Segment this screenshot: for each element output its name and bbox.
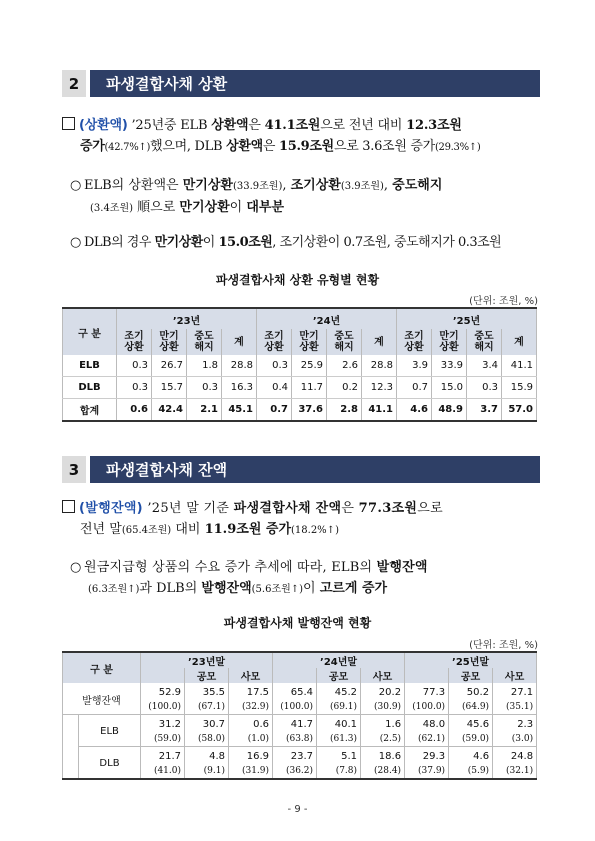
percent-cell: (59.0) [449,732,493,747]
subheader-line: 만기 [299,331,319,342]
paragraph-balance-summary: (발행잔액) ’25년 말 기준 파생결합사채 잔액은 77.3조원으로 전년 말(65.4조원) 대비 11.9조원 증가(18.2%↑) [62,498,540,541]
row-label: ELB [79,715,141,747]
subheader-line: 중도 [194,331,214,342]
percent-cell: (100.0) [405,700,449,715]
percent-cell: (69.1) [317,700,361,715]
column-subheader [117,329,152,355]
subheader-line: 해지 [194,342,214,353]
value-cell: 77.3 [405,683,449,700]
value-cell: 15.7 [152,377,187,399]
percent-cell: (59.0) [141,732,185,747]
value-cell: 45.6 [449,715,493,733]
table-row [63,377,537,399]
column-subheader: 사모 [361,668,405,683]
year-header: ’25년말 [405,652,537,668]
value-cell: 0.7 [257,399,292,422]
paragraph-elb-redemption: ○ ELB의 상환액은 만기상환(33.9조원), 조기상환(3.9조원), 중도해지 (3.4조원) 順으로 만기상환이 대부분 [70,175,540,219]
column-subheader-blank [273,668,317,683]
percent-cell: (2.5) [361,732,405,747]
subheader-line: 계 [374,336,384,348]
year-header: ’24년 [257,308,397,329]
value-cell: 27.1 [493,683,537,700]
column-subheader [432,329,467,355]
subheader-line: 상환 [299,342,319,353]
total-row [63,399,537,422]
section-number: 3 [62,456,90,483]
percent-cell: (35.1) [493,700,537,715]
subheader-line: 계 [234,336,244,348]
row-indent [63,715,79,747]
value-cell: 50.2 [449,683,493,700]
table1-unit: (단위: 조원, %) [469,296,538,307]
value-cell: 31.2 [141,715,185,733]
year-header: ’23년말 [141,652,273,668]
percent-cell: (100.0) [141,700,185,715]
value-cell: 3.7 [467,399,502,422]
value-cell: 2.1 [187,399,222,422]
subheader-line: 중도 [474,331,494,342]
table2-unit: (단위: 조원, %) [469,640,538,651]
value-cell: 0.6 [117,399,152,422]
table2-caption: 파생결합사채 발행잔액 현황 [223,616,372,630]
table-corner-header: 구 분 [63,652,141,683]
table-row [63,715,537,733]
value-cell: 3.9 [397,355,432,377]
section-number: 2 [62,70,90,97]
percent-cell: (58.0) [185,732,229,747]
subheader-line: 만기 [439,331,459,342]
value-cell: 0.3 [117,355,152,377]
value-cell: 65.4 [273,683,317,700]
subheader-line: 상환 [159,342,179,353]
value-cell: 3.4 [467,355,502,377]
value-cell: 24.8 [493,747,537,765]
row-indent [63,747,79,780]
value-cell: 29.3 [405,747,449,765]
value-cell: 2.8 [327,399,362,422]
column-subheader [327,329,362,355]
column-subheader [187,329,222,355]
value-cell: 18.6 [361,747,405,765]
column-subheader [362,329,397,355]
value-cell: 21.7 [141,747,185,765]
percent-cell: (36.2) [273,764,317,779]
value-cell: 45.1 [222,399,257,422]
page-number: - 9 - [287,804,308,815]
value-cell: 57.0 [502,399,537,422]
percent-cell: (30.9) [361,700,405,715]
subheader-line: 조기 [404,331,424,342]
percent-cell: (9.1) [185,764,229,779]
value-cell: 0.6 [229,715,273,733]
column-subheader-blank [405,668,449,683]
table-row [63,355,537,377]
value-cell: 1.8 [187,355,222,377]
value-cell: 45.2 [317,683,361,700]
subheader-line: 해지 [334,342,354,353]
row-label: DLB [63,377,117,399]
percent-cell: (37.9) [405,764,449,779]
value-cell: 41.1 [362,399,397,422]
percent-cell: (67.1) [185,700,229,715]
subheader-line: 조기 [124,331,144,342]
section-header-3 [62,456,540,483]
row-label: DLB [79,747,141,780]
value-cell: 16.9 [229,747,273,765]
value-cell: 4.6 [397,399,432,422]
percent-cell: (32.9) [229,700,273,715]
value-cell: 0.3 [187,377,222,399]
value-cell: 0.7 [397,377,432,399]
section-title: 파생결합사채 잔액 [90,456,540,483]
value-cell: 23.7 [273,747,317,765]
value-cell: 4.6 [449,747,493,765]
subheader-line: 중도 [334,331,354,342]
percent-cell: (28.4) [361,764,405,779]
row-label: ELB [63,355,117,377]
subheader-line: 조기 [264,331,284,342]
subheader-line: 해지 [474,342,494,353]
column-subheader: 사모 [493,668,537,683]
value-cell: 41.7 [273,715,317,733]
value-cell: 2.3 [493,715,537,733]
year-header: ’23년 [117,308,257,329]
section-title: 파생결합사채 상환 [90,70,540,97]
value-cell: 35.5 [185,683,229,700]
column-subheader [397,329,432,355]
value-cell: 20.2 [361,683,405,700]
column-subheader [257,329,292,355]
value-cell: 4.8 [185,747,229,765]
table-row [63,683,537,700]
value-cell: 40.1 [317,715,361,733]
column-subheader [467,329,502,355]
column-subheader: 공모 [185,668,229,683]
value-cell: 0.3 [117,377,152,399]
percent-cell: (31.9) [229,764,273,779]
value-cell: 0.3 [257,355,292,377]
value-cell: 1.6 [361,715,405,733]
value-cell: 37.6 [292,399,327,422]
subheader-row [63,329,537,355]
value-cell: 42.4 [152,399,187,422]
value-cell: 15.0 [432,377,467,399]
percent-cell: (5.9) [449,764,493,779]
percent-cell: (1.0) [229,732,273,747]
circle-bullet-icon: ○ [70,560,82,575]
value-cell: 11.7 [292,377,327,399]
circle-bullet-icon: ○ [70,235,81,250]
column-subheader: 공모 [317,668,361,683]
subheader-line: 상환 [124,342,144,353]
column-subheader: 사모 [229,668,273,683]
value-cell: 28.8 [362,355,397,377]
value-cell: 16.3 [222,377,257,399]
year-header: ’24년말 [273,652,405,668]
checkbox-square-icon [62,117,75,130]
redemption-type-table [62,307,537,422]
year-header: ’25년 [397,308,537,329]
table1-caption: 파생결합사채 상환 유형별 현황 [215,273,380,287]
value-cell: 0.2 [327,377,362,399]
column-subheader [292,329,327,355]
value-cell: 26.7 [152,355,187,377]
section-header-2 [62,70,540,97]
value-cell: 30.7 [185,715,229,733]
column-subheader-blank [141,668,185,683]
table-corner-header: 구 분 [63,308,117,355]
value-cell: 2.6 [327,355,362,377]
value-cell: 41.1 [502,355,537,377]
percent-cell: (32.1) [493,764,537,779]
column-subheader [502,329,537,355]
column-subheader: 공모 [449,668,493,683]
value-cell: 33.9 [432,355,467,377]
value-cell: 15.9 [502,377,537,399]
subheader-line: 상환 [264,342,284,353]
value-cell: 0.4 [257,377,292,399]
value-cell: 25.9 [292,355,327,377]
paragraph-redemption-summary: (상환액) ’25년중 ELB 상환액은 41.1조원으로 전년 대비 12.3조원 증가(42.7%↑)했으며, DLB 상환액은 15.9조원으로 3.6조원 증가(29.3%↑) [62,115,540,158]
table-row [63,747,537,765]
column-subheader [152,329,187,355]
percent-cell: (62.1) [405,732,449,747]
percent-cell: (63.8) [273,732,317,747]
paragraph-balance-detail: ○ 원금지급형 상품의 수요 증가 추세에 따라, ELB의 발행잔액 (6.3조원↑)과 DLB의 발행잔액(5.6조원↑)이 고르게 증가 [70,557,540,600]
value-cell: 48.9 [432,399,467,422]
circle-bullet-icon: ○ [70,178,82,193]
percent-cell: (64.9) [449,700,493,715]
value-cell: 52.9 [141,683,185,700]
value-cell: 28.8 [222,355,257,377]
subheader-line: 만기 [159,331,179,342]
paragraph-dlb-redemption: ○ DLB의 경우 만기상환이 15.0조원, 조기상환이 0.7조원, 중도해지가 0.3조원 [70,232,540,253]
column-subheader [222,329,257,355]
percent-cell: (3.0) [493,732,537,747]
value-cell: 5.1 [317,747,361,765]
percent-cell: (100.0) [273,700,317,715]
value-cell: 12.3 [362,377,397,399]
value-cell: 48.0 [405,715,449,733]
subheader-line: 계 [514,336,524,348]
row-label: 발행잔액 [63,683,141,715]
issuance-balance-table [62,651,537,780]
subheader-line: 상환 [404,342,424,353]
row-label: 합계 [63,399,117,422]
percent-cell: (61.3) [317,732,361,747]
percent-cell: (41.0) [141,764,185,779]
value-cell: 0.3 [467,377,502,399]
percent-cell: (7.8) [317,764,361,779]
subheader-line: 상환 [439,342,459,353]
value-cell: 17.5 [229,683,273,700]
checkbox-square-icon [62,500,75,513]
